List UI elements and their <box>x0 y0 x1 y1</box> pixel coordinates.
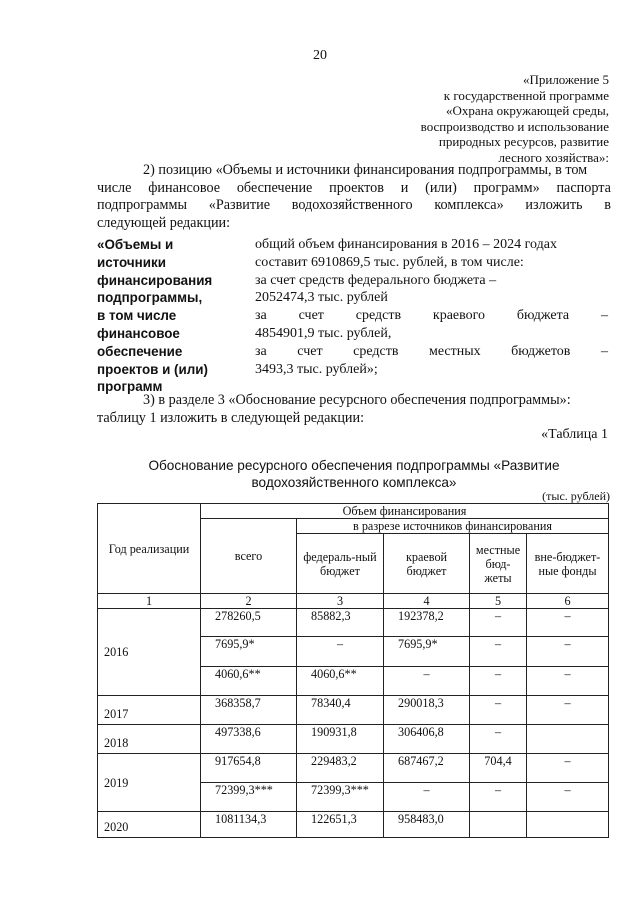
paragraph-2 <box>97 162 611 232</box>
table-row: 2019 917654,8 229483,2 687467,2 704,4 – <box>98 754 609 783</box>
paragraph-3: 3) в разделе 3 «Обоснование ресурсного обеспечения подпрограммы»: таблицу 1 изложить в следующей редакции: <box>97 392 571 426</box>
table-row: 7695,9* – 7695,9* – – <box>98 637 609 667</box>
table-row: 2018 497338,6 190931,8 306406,8 – <box>98 725 609 754</box>
table-row: 4060,6** 4060,6** – – – <box>98 667 609 696</box>
header-year: Год реализации <box>98 504 201 594</box>
header-regional: краевой бюджет <box>384 534 470 594</box>
header-total: всего <box>201 519 297 594</box>
passport-line-local: за счет средств местных бюджетов – <box>255 343 608 359</box>
table-units: (тыс. рублей) <box>542 489 610 503</box>
passport-line-regional: за счет средств краевого бюджета – <box>255 308 608 324</box>
header-offbudget: вне-бюджет-ные фонды <box>527 534 609 594</box>
table-row: 2016 278260,5 85882,3 192378,2 – – <box>98 609 609 637</box>
header-number-row: 1 2 3 4 5 6 <box>98 594 609 609</box>
header-local: местные бюд-жеты <box>470 534 527 594</box>
year-cell: 2017 <box>98 696 201 725</box>
year-cell: 2019 <box>98 754 201 812</box>
passport-label: «Объемы и источники финансирования подпрограммы, в том числе финансовое обеспечение проектов и (или) программ <box>97 237 213 395</box>
paragraph-line: подпрограммы «Развитие водохозяйственного комплекса» изложить в <box>97 197 611 213</box>
table-label: «Таблица 1 <box>541 427 608 442</box>
paragraph-line: следующей редакции: <box>97 214 231 231</box>
year-cell: 2018 <box>98 725 201 754</box>
financing-table <box>97 503 609 838</box>
page-number: 20 <box>313 48 327 63</box>
header-volume: Объем финансирования <box>201 504 609 519</box>
appendix-line: «Охрана окружающей среды, <box>445 103 609 118</box>
year-cell: 2020 <box>98 812 201 838</box>
table-row: 2017 368358,7 78340,4 290018,3 – – <box>98 696 609 725</box>
appendix-reference <box>349 72 609 165</box>
appendix-line: «Приложение 5 <box>522 72 609 87</box>
appendix-line: воспроизводство и использование <box>420 118 609 134</box>
table-row: 72399,3*** 72399,3*** – – – <box>98 783 609 812</box>
paragraph-line: 2) позицию «Объемы и источники финансирования подпрограммы, в том <box>143 162 588 178</box>
table-row: 2020 1081134,3 122651,3 958483,0 <box>98 812 609 838</box>
year-cell: 2016 <box>98 609 201 696</box>
header-federal: федераль-ный бюджет <box>297 534 384 594</box>
appendix-line: к государственной программе <box>443 87 609 103</box>
header-by-source: в разрезе источников финансирования <box>297 519 609 534</box>
passport-value: общий объем финансирования в 2016 – 2024 годах составит 6910869,5 тыс. рублей, в том числе: за счет средств федерального бюджета – 2052474,3 тыс. рублей за счет средств краевого бюджета – 4854901,9 тыс. рублей, за счет средств местных бюджетов – 3493,3 тыс. рублей»; <box>255 237 608 377</box>
table-title: Обоснование ресурсного обеспечения подпрограммы «Развитие водохозяйственного комплекса» <box>148 458 560 490</box>
paragraph-line: числе финансовое обеспечение проектов и (или) программ» паспорта <box>97 179 611 196</box>
appendix-line: природных ресурсов, развитие <box>438 134 609 149</box>
appendix-line: лесного хозяйства»: <box>498 149 609 165</box>
